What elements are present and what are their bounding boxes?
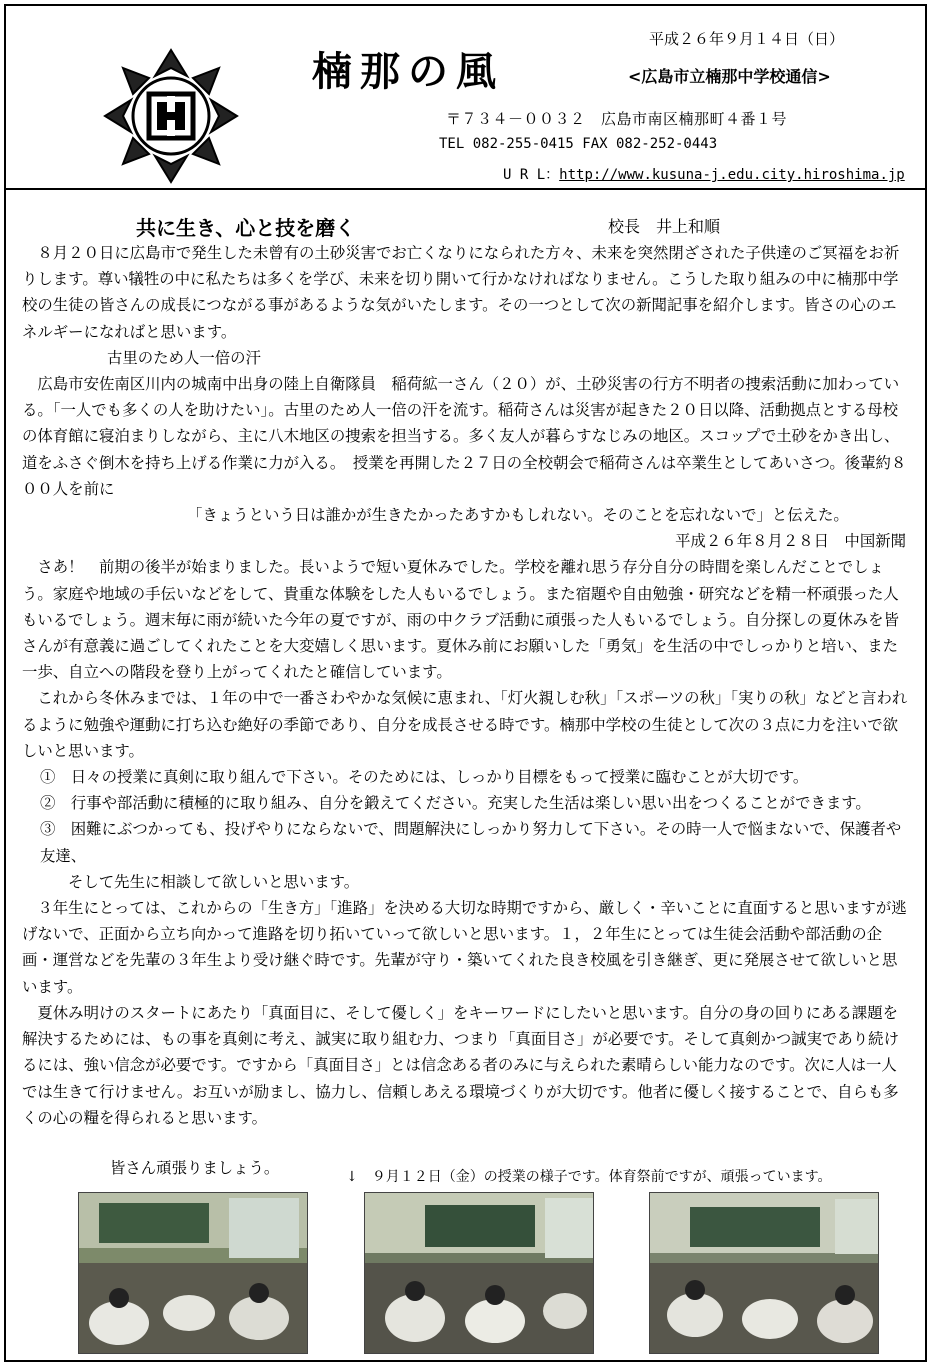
school-url-link[interactable]: http://www.kusuna-j.edu.city.hiroshima.jp	[559, 167, 905, 183]
school-name: <広島市立楠那中学校通信>	[628, 67, 831, 86]
paragraph: さあ！ 前期の後半が始まりました。長いようで短い夏休みでした。学校を離れ思う存分自分の時間を楽しんだことでしょう。家庭や地域の手伝いなどをして、貴重な体験をした人もいるでしょう。また宿題や自由勉強・研究などを精一杯頑張った人もいるでしょう。週末毎に雨が続いた今年の夏ですが、雨の中クラブ活動に頑張った人もいるでしょう。自分探しの夏休みを皆さんが有意義に過ごしてくれたことを大変嬉しく思います。夏休み前にお願いした「勇気」を生活の中でしっかりと培い、また一歩、自立への階段を登り上がってくれたと確信しています。	[22, 558, 899, 682]
classroom-photo-2	[364, 1192, 594, 1354]
contact-phone-fax: TEL 082-255-0415 FAX 082-252-0443	[439, 136, 718, 152]
paragraph: 夏休み明けのスタートにあたり「真面目に、そして優しく」をキーワードにしたいと思います。自分の身の回りにある課題を解決するためには、もの事を真剣に考え、誠実に取り組む力、つまり「真面目さ」が必要です。そして真剣かつ誠実であり続けるには、強い信念が必要です。ですから「真面目さ」とは信念ある者のみに与えられた素晴らしい能力なのです。次に人は一人では生きて行けません。お互いが励まし、協力し、信頼しあえる環境づくりが大切です。他者に優しく接することで、自らも多くの心の糧を得られると思います。	[22, 1003, 899, 1127]
paragraph: ８月２０日に広島市で発生した未曾有の土砂災害でお亡くなりになられた方々、未来を突然閉ざされた子供達のご冥福をお祈りします。尊い犠牲の中に私たちは多くを学び、未来を切り開いて行かなければなりません。こうした取り組みの中に楠那中学校の生徒の皆さんの成長につながる事があるような気がいたします。その一つとして次の新聞記事を紹介します。皆さの心のエネルギーになればと思います。	[22, 244, 900, 341]
list-item: ② 行事や部活動に積極的に取り組み、自分を鍛えてください。充実した生活は楽しい思い出をつくることができます。	[40, 794, 871, 813]
list-item: ③ 困難にぶつかっても、投げやりにならないで、問題解決にしっかり努力して下さい。その時一人で悩まないで、保護者や友達、	[40, 820, 902, 865]
paragraph: これから冬休みまでは、１年の中で一番さわやかな気候に恵まれ、「灯火親しむ秋」「スポーツの秋」「実りの秋」などと言われるように勉強や運動に打ち込む絶好の季節であり、自分を成長させる時です。楠那中学校の生徒として次の３点に力を注いで欲しいと思います。	[22, 689, 908, 760]
list-item: ① 日々の授業に真剣に取り組んで下さい。そのためには、しっかり目標をもって授業に臨むことが大切です。	[40, 768, 809, 787]
article-body	[22, 240, 910, 1131]
page-frame	[4, 4, 927, 1362]
article-heading: 共に生き、心と技を磨く	[136, 216, 356, 240]
school-address: 〒７３４－００３２ 広島市南区楠那町４番１号	[446, 110, 788, 128]
principal-name: 校長 井上和順	[608, 217, 721, 236]
classroom-photo-3	[649, 1192, 879, 1354]
url-label: U R L：	[503, 167, 560, 183]
paragraph: ３年生にとっては、これからの「生き方」「進路」を決める大切な時期ですから、厳しく・辛いことに直面すると思いますが逃げないで、正面から立ち向かって進路を切り拓いていって欲しいと思います。１，２年生にとっては生徒会活動や部活動の企画・運営などを先輩の３年生より受け継ぐ時です。先輩が守り・築いてくれた良き校風を引き継ぎ、更に発展させて欲しいと思います。	[22, 899, 907, 996]
newsletter-header	[6, 6, 925, 190]
paragraph: 広島市安佐南区川内の城南中出身の陸上自衛隊員 稲荷絋一さん（２０）が、土砂災害の行方不明者の捜索活動に加わっている。「一人でも多くの人を助けたい」。古里のため人一倍の汗を流す。稲荷さんは災害が起きた２０日以降、活動拠点とする母校の体育館に寝泊まりしながら、主に八木地区の捜索を担当する。多く友人が暮らすなじみの地区。スコップで土砂をかき出し、道をふさぐ倒木を持ち上げる作業に力が入る。 授業を再開した２７日の全校朝会で稲荷さんは卒業生としてあいさつ。後輩約８００人を前に	[22, 375, 907, 498]
issue-date: 平成２６年９月１４日（日）	[649, 30, 845, 48]
newsletter-title: 楠那の風	[312, 49, 504, 95]
url-line	[503, 164, 905, 184]
quoted-article-title: 古里のため人一倍の汗	[107, 348, 261, 367]
list-item-continued: そして先生に相談して欲しいと思います。	[68, 872, 360, 891]
photo-caption: ↓ ９月１２日（金）の授業の様子です。体育祭前ですが、頑張っています。	[346, 1169, 832, 1185]
closing-line: 皆さん頑張りましょう。	[110, 1159, 280, 1177]
school-emblem-icon	[101, 46, 241, 186]
classroom-photo-1	[78, 1192, 308, 1354]
quote-line: 「きょうという日は誰かが生きたかったあすかもしれない。そのことを忘れないで」と伝えた。	[187, 506, 849, 525]
source-citation: 平成２６年８月２８日 中国新聞	[675, 532, 906, 551]
